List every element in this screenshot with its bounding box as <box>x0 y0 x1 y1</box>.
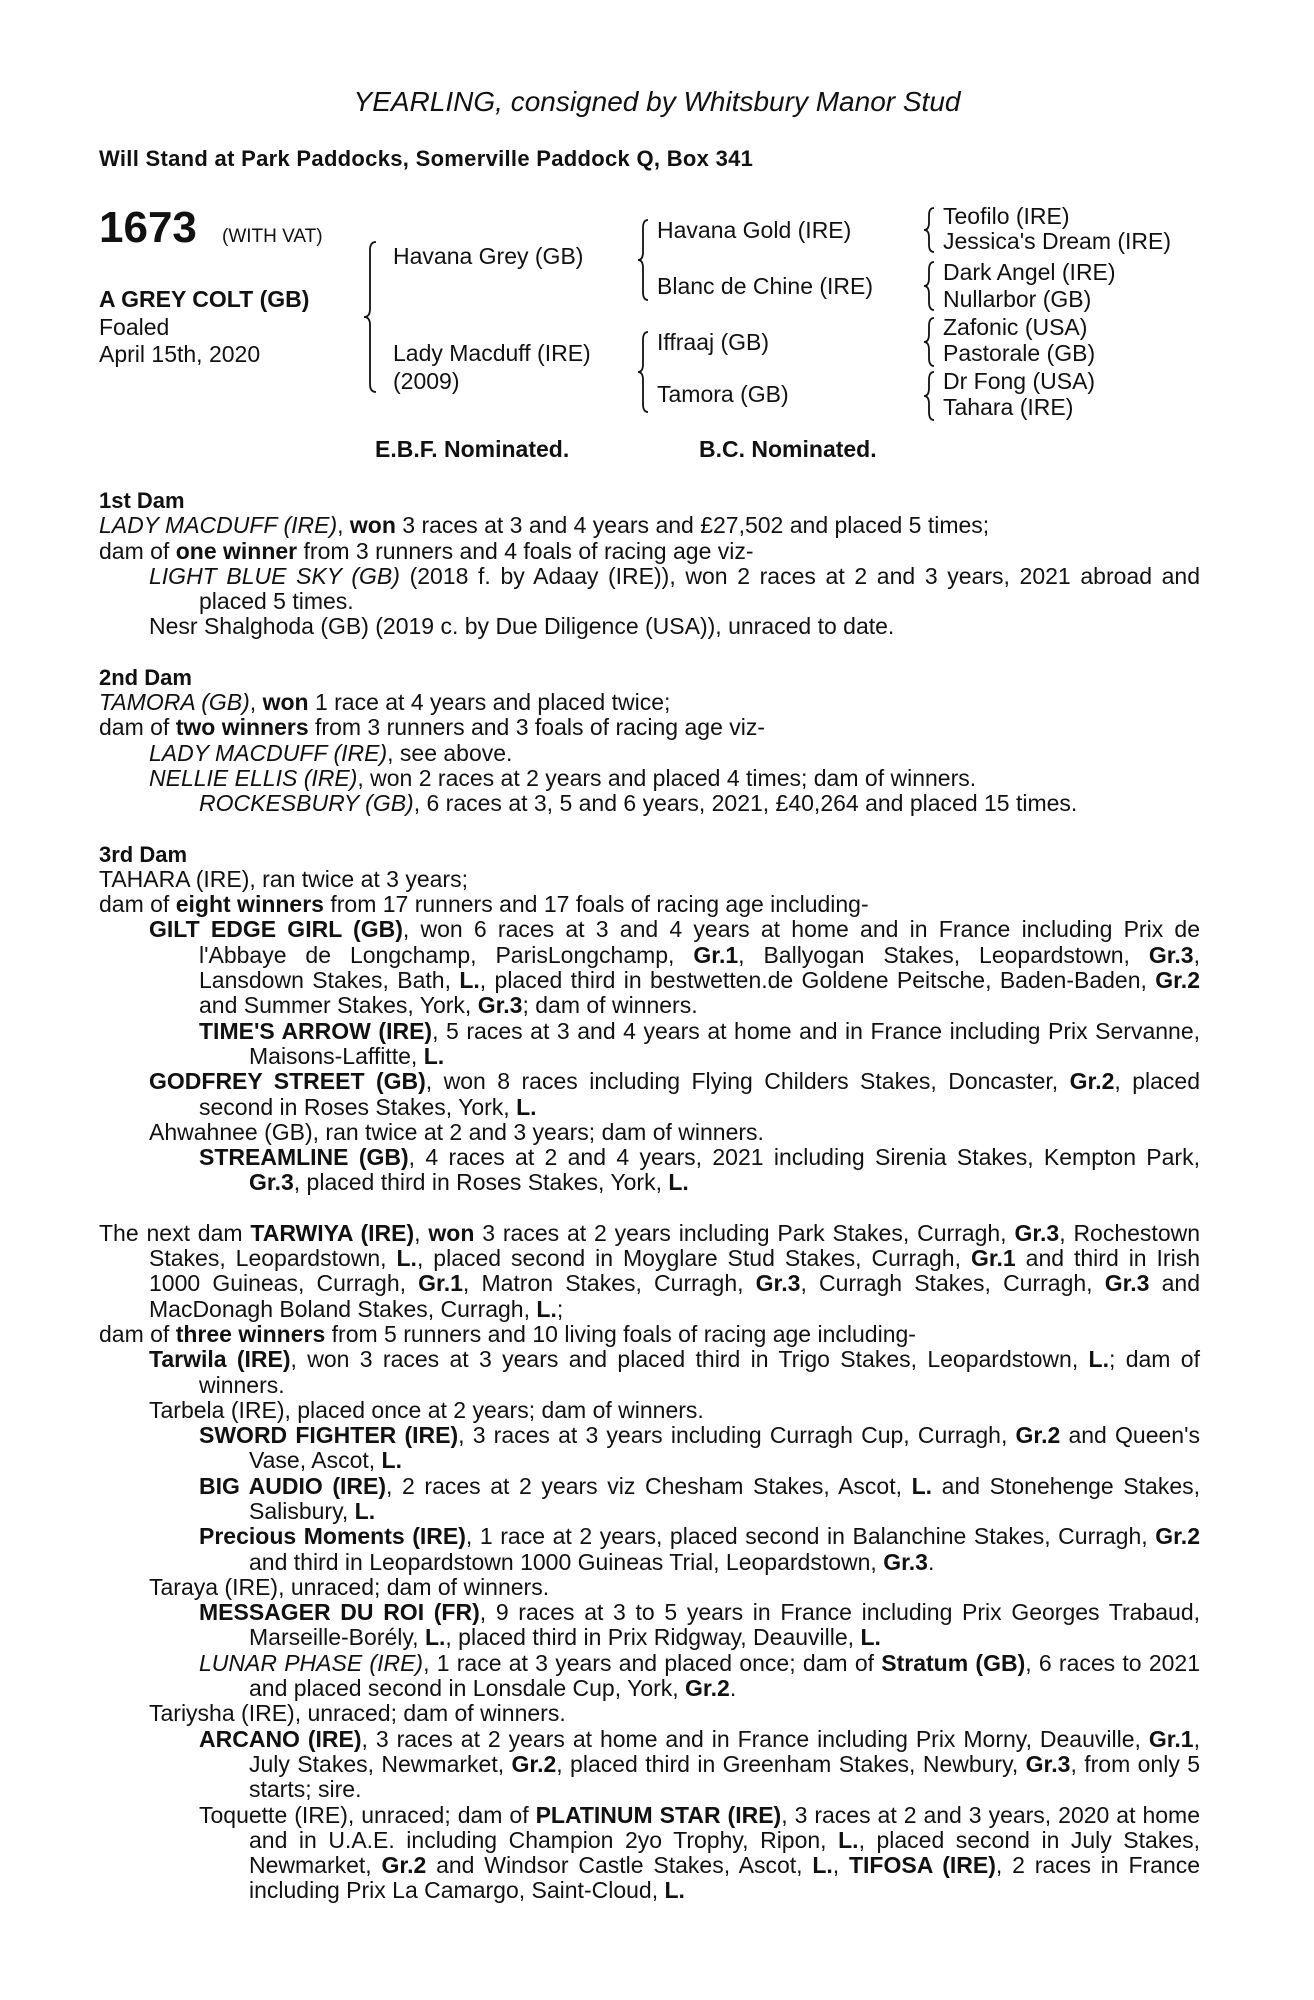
record-paragraph <box>99 1019 1200 1070</box>
ebf-nomination: E.B.F. Nominated. <box>375 436 570 462</box>
text: from 3 runners and 4 foals of racing age viz- <box>297 537 754 564</box>
bold-text: L. <box>459 967 480 994</box>
foaled-label: Foaled <box>99 314 170 340</box>
bold-text: TIFOSA (IRE) <box>848 1852 996 1879</box>
text: , placed third in Roses Stakes, York, <box>293 1169 669 1196</box>
lot-number: 1673 <box>99 203 197 252</box>
bold-text: Gr.3 <box>477 992 523 1019</box>
text: 3 races at 2 years including Park Stakes, Curragh, <box>474 1219 1015 1246</box>
pedigree-great-grandparent: Tahara (IRE) <box>943 394 1074 420</box>
bold-text: GODFREY STREET (GB) <box>149 1068 426 1095</box>
dam-section <box>99 842 1200 1196</box>
record-paragraph <box>99 1322 1200 1347</box>
text: , 3 races at 3 years including Curragh Cup, Curragh, <box>458 1422 1016 1449</box>
bold-text: Gr.3 <box>1148 941 1194 968</box>
text: , see above. <box>387 739 513 766</box>
text: , 1 race at 2 years, placed second in Balanchine Stakes, Curragh, <box>465 1523 1156 1550</box>
text: , won 6 races at 3 and 4 years at home and in France including Prix de l'Abbaye de Longchamp, ParisLongchamp, <box>199 916 1200 968</box>
text: , placed second in Moyglare Stud Stakes, Curragh, <box>416 1245 971 1272</box>
record-paragraph <box>99 1069 1200 1120</box>
text: , 3 races at 2 years at home and in France including Prix Morny, Deauville, <box>361 1725 1149 1752</box>
pedigree-great-grandparent: Teofilo (IRE) <box>943 203 1070 229</box>
record-paragraph <box>99 766 1200 791</box>
bold-text: three winners <box>175 1320 326 1347</box>
text: ; dam of winners. <box>522 992 698 1019</box>
record-paragraph <box>99 1651 1200 1702</box>
bold-text: won <box>349 512 396 539</box>
brace-icon <box>638 220 648 300</box>
bc-nomination: B.C. Nominated. <box>699 436 877 462</box>
text: , won 8 races including Flying Childers Stakes, Doncaster, <box>425 1068 1070 1095</box>
dam-section <box>99 488 1200 640</box>
record-paragraph <box>99 1727 1200 1803</box>
bold-text: Gr.3 <box>249 1169 294 1196</box>
text: , Lansdown Stakes, Bath, <box>199 941 1200 994</box>
stand-location: Will Stand at Park Paddocks, Somerville Paddock Q, Box 341 <box>99 146 754 171</box>
bold-text: Tarwila (IRE) <box>149 1346 291 1373</box>
bold-text: ARCANO (IRE) <box>199 1725 362 1752</box>
text: , 1 race at 3 years and placed once; dam of <box>423 1649 882 1676</box>
bold-text: L. <box>381 1447 402 1474</box>
text: , placed second in Roses Stakes, York, <box>199 1068 1201 1120</box>
record-paragraph <box>99 791 1200 816</box>
italic-text: NELLIE ELLIS (IRE) <box>149 764 358 791</box>
text: , Matron Stakes, Curragh, <box>462 1270 756 1297</box>
pedigree-dam: Lady Macduff (IRE) <box>393 340 591 366</box>
bold-text: Gr.2 <box>1155 1523 1200 1550</box>
text: dam of <box>99 537 176 564</box>
bold-text: Stratum (GB) <box>881 1649 1026 1676</box>
text: from 17 runners and 17 foals of racing age including- <box>323 891 869 918</box>
bold-text: Gr.3 <box>755 1270 801 1297</box>
text: , 3 races at 2 and 3 years, 2020 at home and in U.A.E. including Champion 2yo Trophy, Ripon, <box>249 1801 1200 1853</box>
section-heading: 1st Dam <box>99 488 185 513</box>
text: 3 races at 3 and 4 years and £27,502 and placed 5 times; <box>395 512 990 539</box>
bold-text: TIME'S ARROW (IRE) <box>199 1017 433 1044</box>
brace-icon <box>924 262 934 310</box>
text: , 4 races at 2 and 4 years, 2021 including Sirenia Stakes, Kempton Park, <box>408 1144 1200 1171</box>
text: The next dam <box>99 1219 251 1246</box>
text: ; <box>556 1295 564 1322</box>
bold-text: L. <box>812 1852 833 1879</box>
text: (2018 f. by Adaay (IRE)), won 2 races at 2 and 3 years, 2021 abroad and placed 5 times. <box>199 562 1201 615</box>
text: , <box>337 512 350 539</box>
bold-text: Gr.2 <box>381 1852 427 1879</box>
text: . <box>729 1675 737 1702</box>
bold-text: L. <box>354 1497 376 1524</box>
text: Ahwahnee (GB), ran twice at 2 and 3 years; dam of winners. <box>149 1118 764 1145</box>
bold-text: won <box>262 689 309 716</box>
text: Tariysha (IRE), unraced; dam of winners. <box>149 1700 566 1727</box>
dam-section <box>99 665 1200 817</box>
text: , Ballyogan Stakes, Leopardstown, <box>738 941 1149 968</box>
pedigree-great-grandparent: Dr Fong (USA) <box>943 368 1096 394</box>
text: dam of <box>99 1320 176 1347</box>
bold-text: one winner <box>175 537 298 564</box>
text: from 3 runners and 3 foals of racing age viz- <box>308 714 766 741</box>
record-paragraph <box>99 1474 1200 1525</box>
bold-text: Gr.2 <box>685 1675 730 1702</box>
bold-text: Gr.2 <box>511 1750 557 1777</box>
pedigree-dam-sire: Iffraaj (GB) <box>657 329 770 355</box>
text: Tarbela (IRE), placed once at 2 years; dam of winners. <box>149 1396 704 1423</box>
record-paragraph <box>99 892 1200 917</box>
bold-text: L. <box>536 1295 557 1322</box>
text: , 2 races in France including Prix La Camargo, Saint-Cloud, <box>249 1852 1201 1904</box>
text: , 6 races to 2021 and placed second in Lonsdale Cup, York, <box>249 1649 1200 1702</box>
bold-text: Precious Moments (IRE) <box>199 1523 466 1550</box>
bold-text: STREAMLINE (GB) <box>199 1144 409 1171</box>
bold-text: Gr.1 <box>970 1245 1016 1272</box>
text: and Stonehenge Stakes, Salisbury, <box>249 1472 1200 1524</box>
bold-text: Gr.2 <box>1069 1068 1115 1095</box>
dam-section <box>99 1221 1200 1904</box>
bold-text: TARWIYA (IRE) <box>250 1219 415 1246</box>
text: and Queen's Vase, Ascot, <box>249 1422 1200 1474</box>
bold-text: L. <box>668 1169 689 1196</box>
bold-text: L. <box>838 1826 859 1853</box>
italic-text: LIGHT BLUE SKY (GB) <box>149 562 400 589</box>
bold-text: Gr.2 <box>1155 967 1200 994</box>
pedigree-great-grandparent: Dark Angel (IRE) <box>943 259 1116 285</box>
text: , won 2 races at 2 years and placed 4 times; dam of winners. <box>357 764 977 791</box>
record-paragraph <box>99 1347 1200 1398</box>
pedigree-sire-dam: Blanc de Chine (IRE) <box>657 273 874 299</box>
page-title: YEARLING, consigned by Whitsbury Manor Stud <box>353 86 961 117</box>
text: , <box>249 689 263 716</box>
section-heading: 2nd Dam <box>99 664 192 690</box>
bold-text: Gr.3 <box>1014 1219 1060 1246</box>
text: , won 3 races at 3 years and placed third in Trigo Stakes, Leopardstown, <box>290 1346 1089 1373</box>
text: , <box>832 1852 849 1879</box>
text: and Windsor Castle Stakes, Ascot, <box>426 1852 813 1879</box>
italic-text: LADY MACDUFF (IRE) <box>149 739 388 766</box>
text: dam of <box>99 891 176 918</box>
bold-text: MESSAGER DU ROI (FR) <box>199 1599 480 1626</box>
record-paragraph <box>99 917 1200 1018</box>
record-paragraph <box>99 1221 1200 1322</box>
text: 1 race at 4 years and placed twice; <box>308 689 671 716</box>
bold-text: two winners <box>175 714 309 741</box>
pedigree-great-grandparent: Zafonic (USA) <box>943 314 1088 340</box>
text: and Summer Stakes, York, <box>199 992 478 1019</box>
text: ; dam of winners. <box>199 1346 1200 1398</box>
text: Taraya (IRE), unraced; dam of winners. <box>149 1573 550 1600</box>
record-paragraph <box>99 513 1200 538</box>
pedigree-great-grandparent: Nullarbor (GB) <box>943 286 1092 312</box>
bold-text: GILT EDGE GIRL (GB) <box>149 916 403 943</box>
text: from 5 runners and 10 living foals of racing age including- <box>325 1320 916 1347</box>
bold-text: Gr.3 <box>883 1548 928 1575</box>
bold-text: L. <box>516 1093 537 1120</box>
catalogue-body <box>99 488 1200 1904</box>
record-paragraph <box>99 1398 1200 1423</box>
pedigree-great-grandparent: Pastorale (GB) <box>943 340 1096 366</box>
record-paragraph <box>99 715 1200 740</box>
record-paragraph <box>99 1575 1200 1600</box>
text: , 5 races at 3 and 4 years at home and in France including Prix Servanne, Maisons-Laffitte, <box>249 1017 1200 1069</box>
text: Nesr Shalghoda (GB) (2019 c. by Due Diligence (USA)), unraced to date. <box>149 613 895 640</box>
text: TAHARA (IRE), ran twice at 3 years; <box>99 865 468 892</box>
bold-text: Gr.3 <box>1104 1270 1150 1297</box>
brace-icon <box>364 242 376 392</box>
lot-description: A GREY COLT (GB) <box>99 286 310 312</box>
record-paragraph <box>99 1701 1200 1726</box>
text: , 2 races at 2 years viz Chesham Stakes, Ascot, <box>386 1472 912 1499</box>
bold-text: L. <box>423 1042 445 1069</box>
italic-text: LUNAR PHASE (IRE) <box>199 1649 424 1676</box>
bold-text: L. <box>396 1245 417 1272</box>
text: , placed second in July Stakes, Newmarket, <box>249 1826 1201 1879</box>
record-paragraph <box>99 1145 1200 1196</box>
bold-text: BIG AUDIO (IRE) <box>199 1472 387 1499</box>
bold-text: won <box>428 1219 475 1246</box>
record-paragraph <box>99 539 1200 564</box>
pedigree-sire-sire: Havana Gold (IRE) <box>657 217 852 243</box>
text: and MacDonagh Boland Stakes, Curragh, <box>149 1270 1200 1322</box>
bold-text: Gr.1 <box>693 941 739 968</box>
record-paragraph <box>99 1120 1200 1145</box>
record-paragraph <box>99 614 1200 639</box>
bold-text: L. <box>424 1624 446 1651</box>
record-paragraph <box>99 1423 1200 1474</box>
text: and third in Leopardstown 1000 Guineas Trial, Leopardstown, <box>249 1548 884 1575</box>
text: , Curragh Stakes, Curragh, <box>800 1270 1105 1297</box>
text: Toquette (IRE), unraced; dam of <box>199 1801 536 1828</box>
text: and third in Irish 1000 Guineas, Curragh, <box>149 1245 1200 1297</box>
bold-text: L. <box>860 1624 881 1651</box>
bold-text: Gr.2 <box>1015 1422 1061 1449</box>
vat-note: (WITH VAT) <box>222 226 323 247</box>
section-heading: 3rd Dam <box>99 841 188 867</box>
pedigree-great-grandparent: Jessica's Dream (IRE) <box>943 228 1172 254</box>
bold-text: PLATINUM STAR (IRE) <box>535 1801 782 1828</box>
italic-text: LADY MACDUFF (IRE) <box>99 512 338 539</box>
italic-text: ROCKESBURY (GB) <box>199 790 414 817</box>
text: , placed third in Prix Ridgway, Deauville, <box>445 1624 861 1651</box>
record-paragraph <box>99 741 1200 766</box>
bold-text: Gr.1 <box>418 1270 463 1297</box>
record-paragraph <box>99 690 1200 715</box>
brace-icon <box>924 372 934 420</box>
brace-icon <box>924 208 934 252</box>
pedigree-dam-dam: Tamora (GB) <box>657 381 789 407</box>
bold-text: Gr.1 <box>1148 1725 1194 1752</box>
pedigree-dam-year: (2009) <box>393 368 460 394</box>
bold-text: L. <box>664 1877 685 1904</box>
bold-text: L. <box>911 1472 933 1499</box>
italic-text: TAMORA (GB) <box>99 689 250 716</box>
text: , July Stakes, Newmarket, <box>249 1725 1200 1777</box>
bold-text: SWORD FIGHTER (IRE) <box>199 1422 459 1449</box>
brace-icon <box>924 318 934 366</box>
bold-text: L. <box>1088 1346 1109 1373</box>
text: , 6 races at 3, 5 and 6 years, 2021, £40,264 and placed 15 times. <box>413 790 1078 817</box>
text: . <box>927 1548 935 1575</box>
pedigree-sire: Havana Grey (GB) <box>393 243 584 269</box>
record-paragraph <box>99 1524 1200 1575</box>
bold-text: eight winners <box>175 891 324 918</box>
foaled-date: April 15th, 2020 <box>99 341 261 367</box>
text: , <box>414 1219 429 1246</box>
text: , placed third in bestwetten.de Goldene Peitsche, Baden-Baden, <box>479 967 1156 994</box>
text: , Rochestown Stakes, Leopardstown, <box>149 1219 1201 1272</box>
record-paragraph <box>99 564 1200 615</box>
brace-icon <box>638 332 648 412</box>
text: , from only 5 starts; sire. <box>249 1750 1201 1803</box>
record-paragraph <box>99 1600 1200 1651</box>
record-paragraph <box>99 867 1200 892</box>
text: dam of <box>99 714 176 741</box>
record-paragraph <box>99 1803 1200 1904</box>
text: , placed third in Greenham Stakes, Newbury, <box>556 1750 1026 1777</box>
text: , 9 races at 3 to 5 years in France including Prix Georges Trabaud, Marseille-Borély, <box>249 1599 1200 1651</box>
bold-text: Gr.3 <box>1025 1750 1071 1777</box>
